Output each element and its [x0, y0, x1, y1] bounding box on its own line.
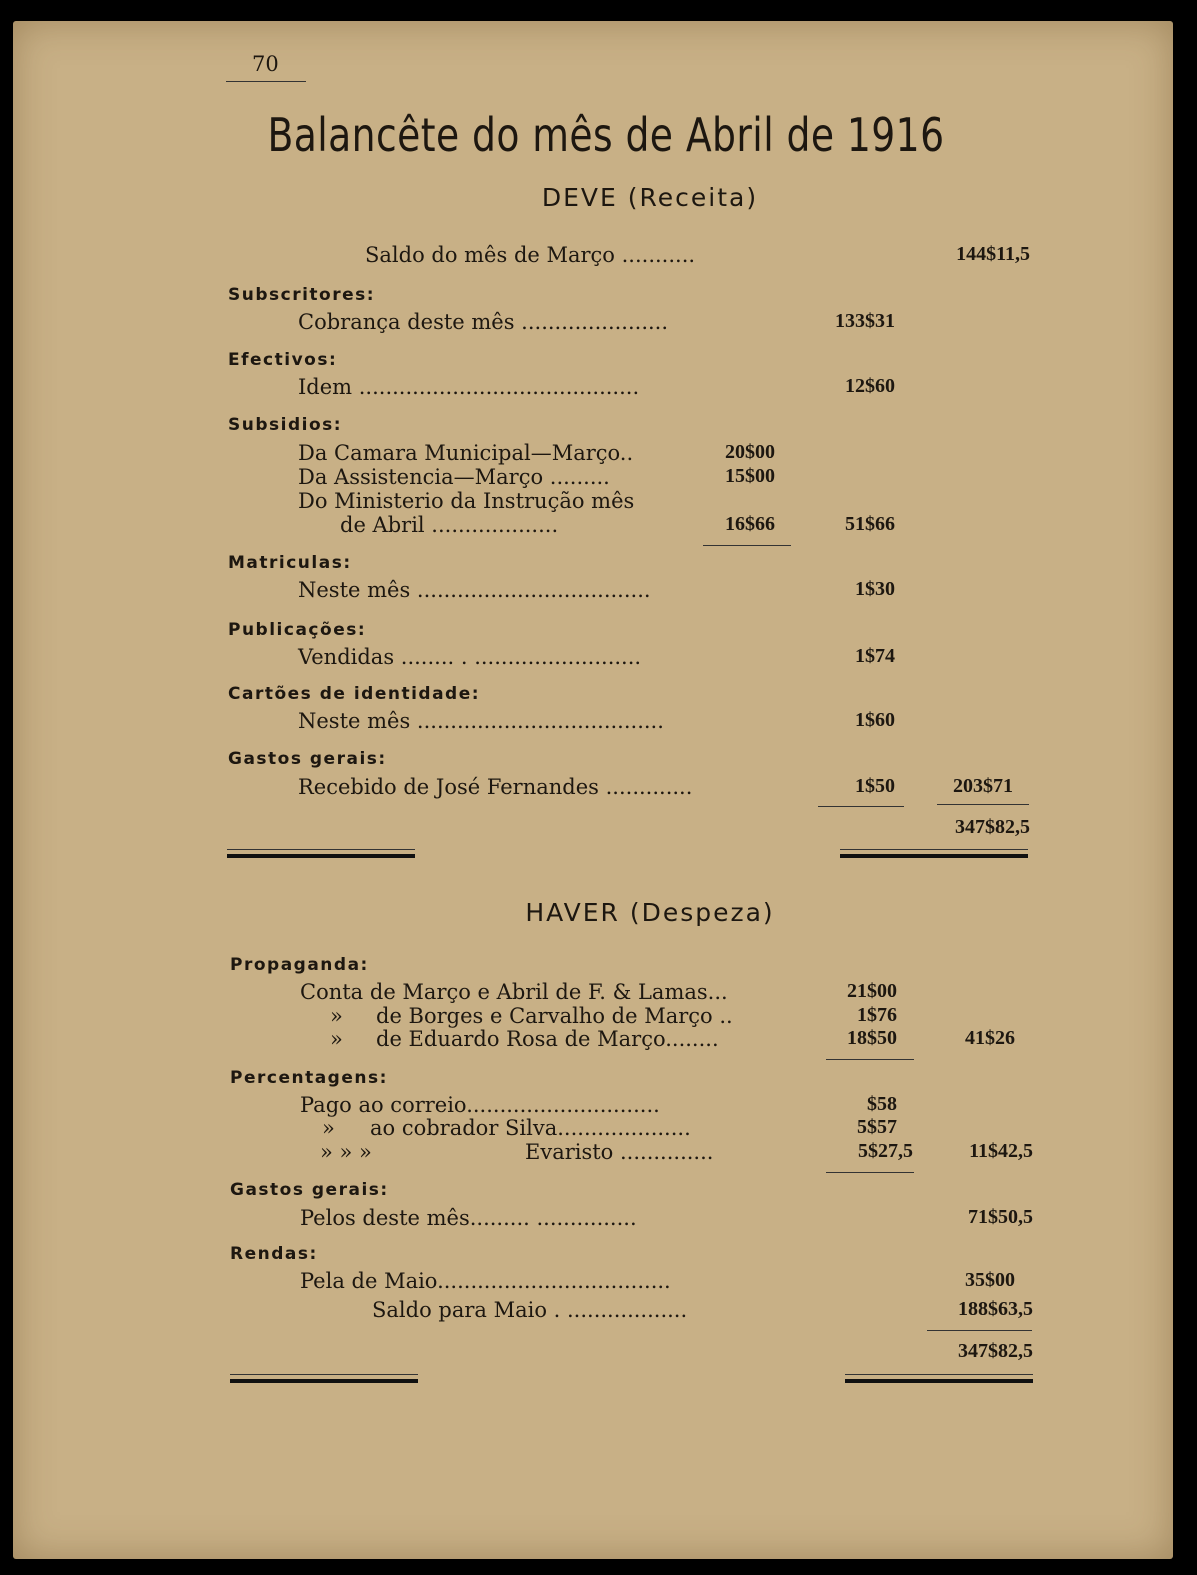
page-number-rule — [226, 81, 306, 82]
subsidios-subtotal: 51$66 — [845, 513, 895, 535]
saldo-maio-row: Saldo para Maio . .................. — [372, 1298, 688, 1322]
category-publicacoes: Publicações: — [228, 620, 367, 640]
propaganda-amount-1: 21$00 — [847, 980, 897, 1002]
percentagens-row-3: Evaristo .............. — [525, 1140, 714, 1164]
assistencia-amount: 15$00 — [725, 465, 775, 487]
propaganda-amount-3: 18$50 — [847, 1027, 897, 1049]
divider-right-thick — [840, 854, 1028, 858]
percentagens-row-2: ao cobrador Silva.................... — [370, 1116, 691, 1140]
propaganda-row-2: de Borges e Carvalho de Março .. — [376, 1004, 733, 1028]
category-cartoes: Cartões de identidade: — [228, 684, 481, 704]
category-efectivos: Efectivos: — [228, 350, 338, 370]
category-subscritores: Subscritores: — [228, 285, 376, 305]
cartoes-row: Neste mês ..................................... — [298, 709, 664, 733]
divider-left-thin — [230, 1374, 418, 1375]
despeza-subtotal-rule — [927, 1330, 1032, 1331]
ditto-mark: » — [330, 1027, 343, 1051]
ministerio-row-line2: de Abril ................... — [340, 513, 559, 537]
percentagens-subtotal: 11$42,5 — [969, 1140, 1033, 1162]
camara-row: Da Camara Municipal—Março.. — [298, 441, 634, 465]
category-matriculas: Matriculas: — [228, 553, 352, 573]
amount-rule — [818, 806, 904, 807]
percentagens-rule — [826, 1172, 914, 1173]
subscritores-row: Cobrança deste mês ...................... — [298, 310, 669, 334]
receita-heading: DEVE (Receita) — [541, 183, 759, 212]
category-subsidios: Subsidios: — [228, 415, 343, 435]
gastos-despeza-total: 71$50,5 — [968, 1206, 1033, 1228]
subscritores-amount: 133$31 — [835, 310, 895, 332]
receita-total: 347$82,5 — [955, 816, 1030, 838]
camara-amount: 20$00 — [725, 441, 775, 463]
despeza-total: 347$82,5 — [958, 1340, 1033, 1362]
propaganda-row-3: de Eduardo Rosa de Março........ — [376, 1027, 719, 1051]
publicacoes-row: Vendidas ........ . ......................... — [298, 645, 642, 669]
category-gastos-gerais-despeza: Gastos gerais: — [230, 1180, 389, 1200]
saldo-maio-amount: 188$63,5 — [958, 1298, 1033, 1320]
ditto-mark: » — [322, 1116, 335, 1140]
subtotal-rule — [937, 804, 1029, 805]
cartoes-amount: 1$60 — [855, 709, 895, 731]
saldo-label: Saldo do mês de Março ........... — [365, 243, 696, 267]
category-gastos-gerais: Gastos gerais: — [228, 749, 387, 769]
efectivos-row: Idem .......................................... — [298, 375, 640, 399]
rendas-row-1: Pela de Maio................................... — [300, 1269, 671, 1293]
publicacoes-amount: 1$74 — [855, 645, 895, 667]
divider-right-thin — [845, 1374, 1033, 1375]
category-rendas: Rendas: — [230, 1244, 318, 1264]
assistencia-row: Da Assistencia—Março ......... — [298, 465, 610, 489]
percentagens-row-1: Pago ao correio............................. — [300, 1093, 660, 1117]
propaganda-row-1: Conta de Março e Abril de F. & Lamas... — [300, 980, 728, 1004]
ditto-marks: » » » — [320, 1140, 372, 1164]
percentagens-amount-2: 5$57 — [857, 1116, 897, 1138]
percentagens-amount-3: 5$27,5 — [858, 1140, 913, 1162]
receita-subtotal: 203$71 — [953, 775, 1013, 797]
gastos-despeza-row: Pelos deste mês......... ............... — [300, 1206, 637, 1230]
gastos-amount: 1$50 — [855, 775, 895, 797]
page-number: 70 — [252, 52, 279, 76]
subsidios-rule — [703, 545, 791, 546]
propaganda-subtotal: 41$26 — [965, 1027, 1015, 1049]
divider-right-thin — [840, 849, 1028, 850]
divider-left-thick — [227, 854, 415, 858]
propaganda-amount-2: 1$76 — [857, 1004, 897, 1026]
efectivos-amount: 12$60 — [845, 375, 895, 397]
rendas-amount-1: 35$00 — [965, 1269, 1015, 1291]
propaganda-rule — [826, 1059, 914, 1060]
ministerio-row-line1: Do Ministerio da Instrução mês — [298, 489, 635, 513]
percentagens-amount-1: $58 — [867, 1093, 897, 1115]
ditto-mark: » — [330, 1004, 343, 1028]
matriculas-amount: 1$30 — [855, 578, 895, 600]
category-propaganda: Propaganda: — [230, 955, 369, 975]
divider-left-thin — [227, 849, 415, 850]
saldo-total: 144$11,5 — [956, 243, 1030, 265]
page-title: Balancête do mês de Abril de 1916 — [267, 108, 945, 162]
divider-right-thick — [845, 1379, 1033, 1383]
matriculas-row: Neste mês ................................... — [298, 578, 651, 602]
gastos-row: Recebido de José Fernandes ............. — [298, 775, 693, 799]
despeza-heading: HAVER (Despeza) — [525, 898, 775, 927]
category-percentagens: Percentagens: — [230, 1068, 388, 1088]
divider-left-thick — [230, 1379, 418, 1383]
ministerio-amount: 16$66 — [725, 513, 775, 535]
